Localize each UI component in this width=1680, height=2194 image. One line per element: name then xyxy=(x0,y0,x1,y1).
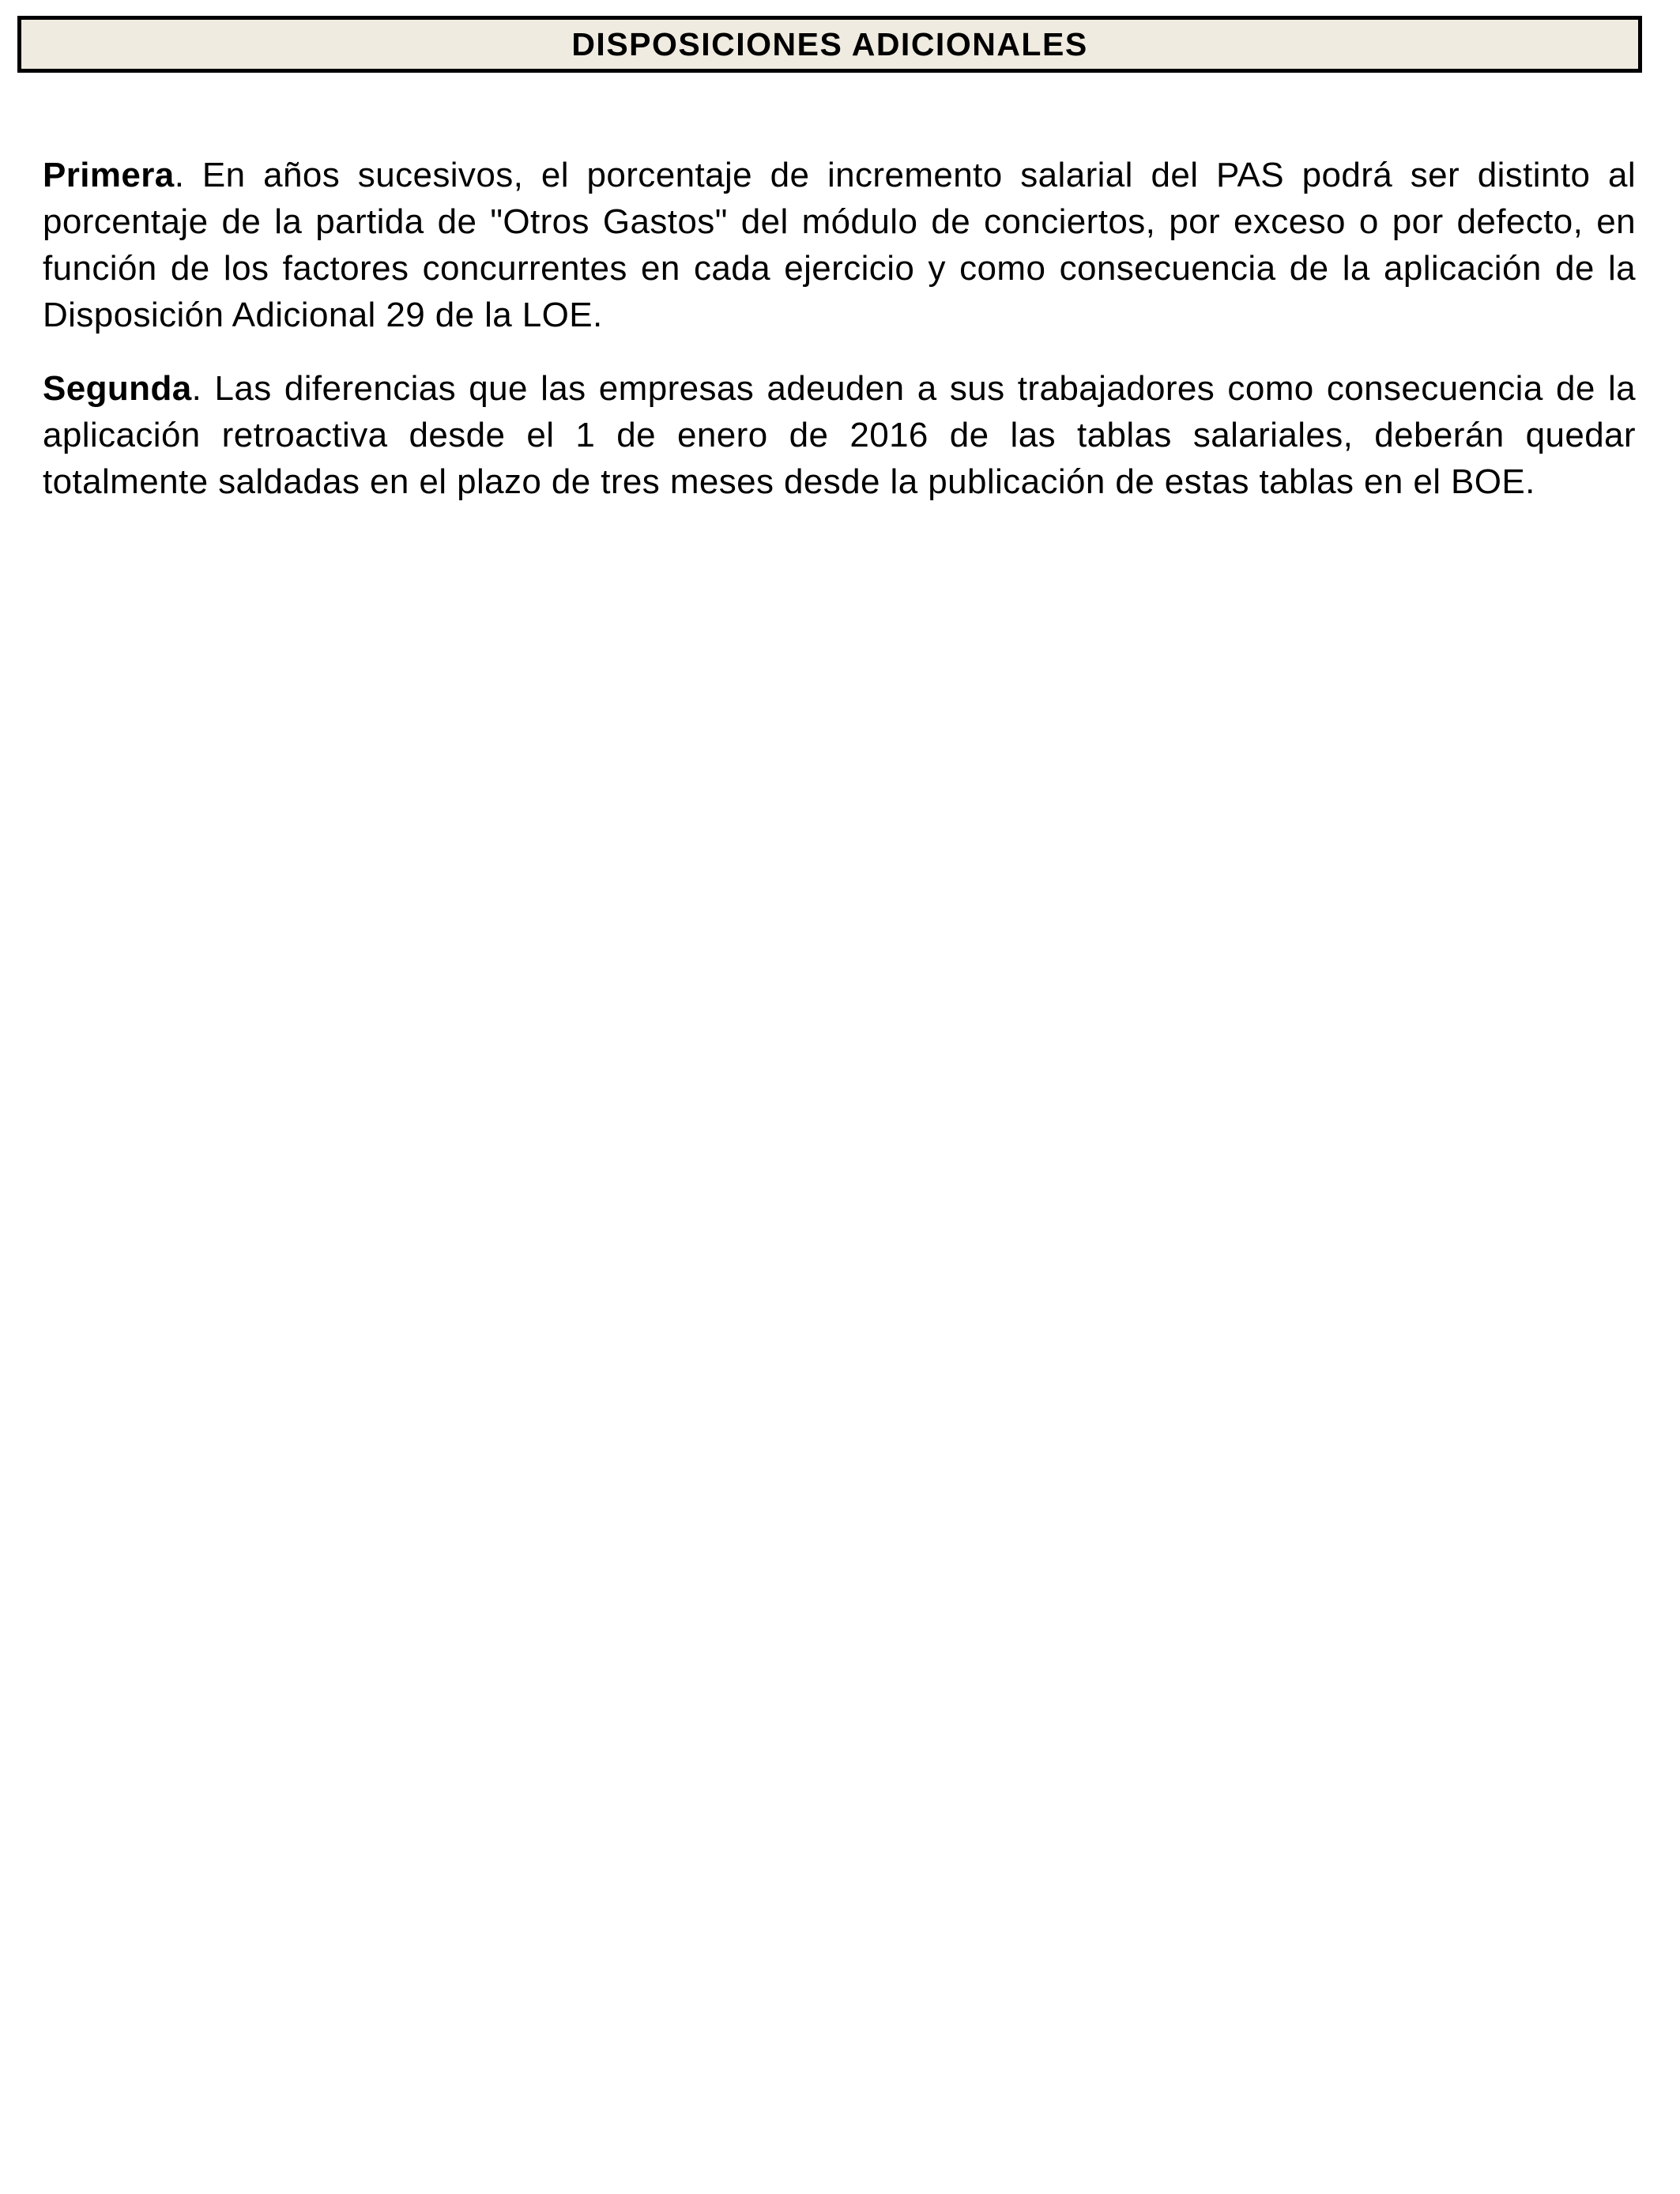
clause-first-lead: Primera xyxy=(43,156,175,194)
document-body xyxy=(43,152,1636,532)
clause-first xyxy=(43,152,1636,338)
clause-second-lead: Segunda xyxy=(43,369,192,408)
section-title-box xyxy=(17,16,1642,73)
clause-second-text: . Las diferencias que las empresas adeuden a sus trabajadores como consecuencia de la aplicación retroactiva desde el 1 de enero de 2016 de las tablas salariales, deberán quedar totalmente saldadas en el plazo de tres meses desde la publicación de estas tablas en el BOE. xyxy=(43,369,1636,501)
section-title: DISPOSICIONES ADICIONALES xyxy=(571,25,1088,62)
clause-second xyxy=(43,365,1636,505)
clause-first-text: . En años sucesivos, el porcentaje de incremento salarial del PAS podrá ser distinto al porcentaje de la partida de "Otros Gastos" del módulo de conciertos, por exceso o por defecto, en función de los factores concurrentes en cada ejercicio y como consecuencia de la aplicación de la Disposición Adicional 29 de la LOE. xyxy=(43,156,1636,334)
